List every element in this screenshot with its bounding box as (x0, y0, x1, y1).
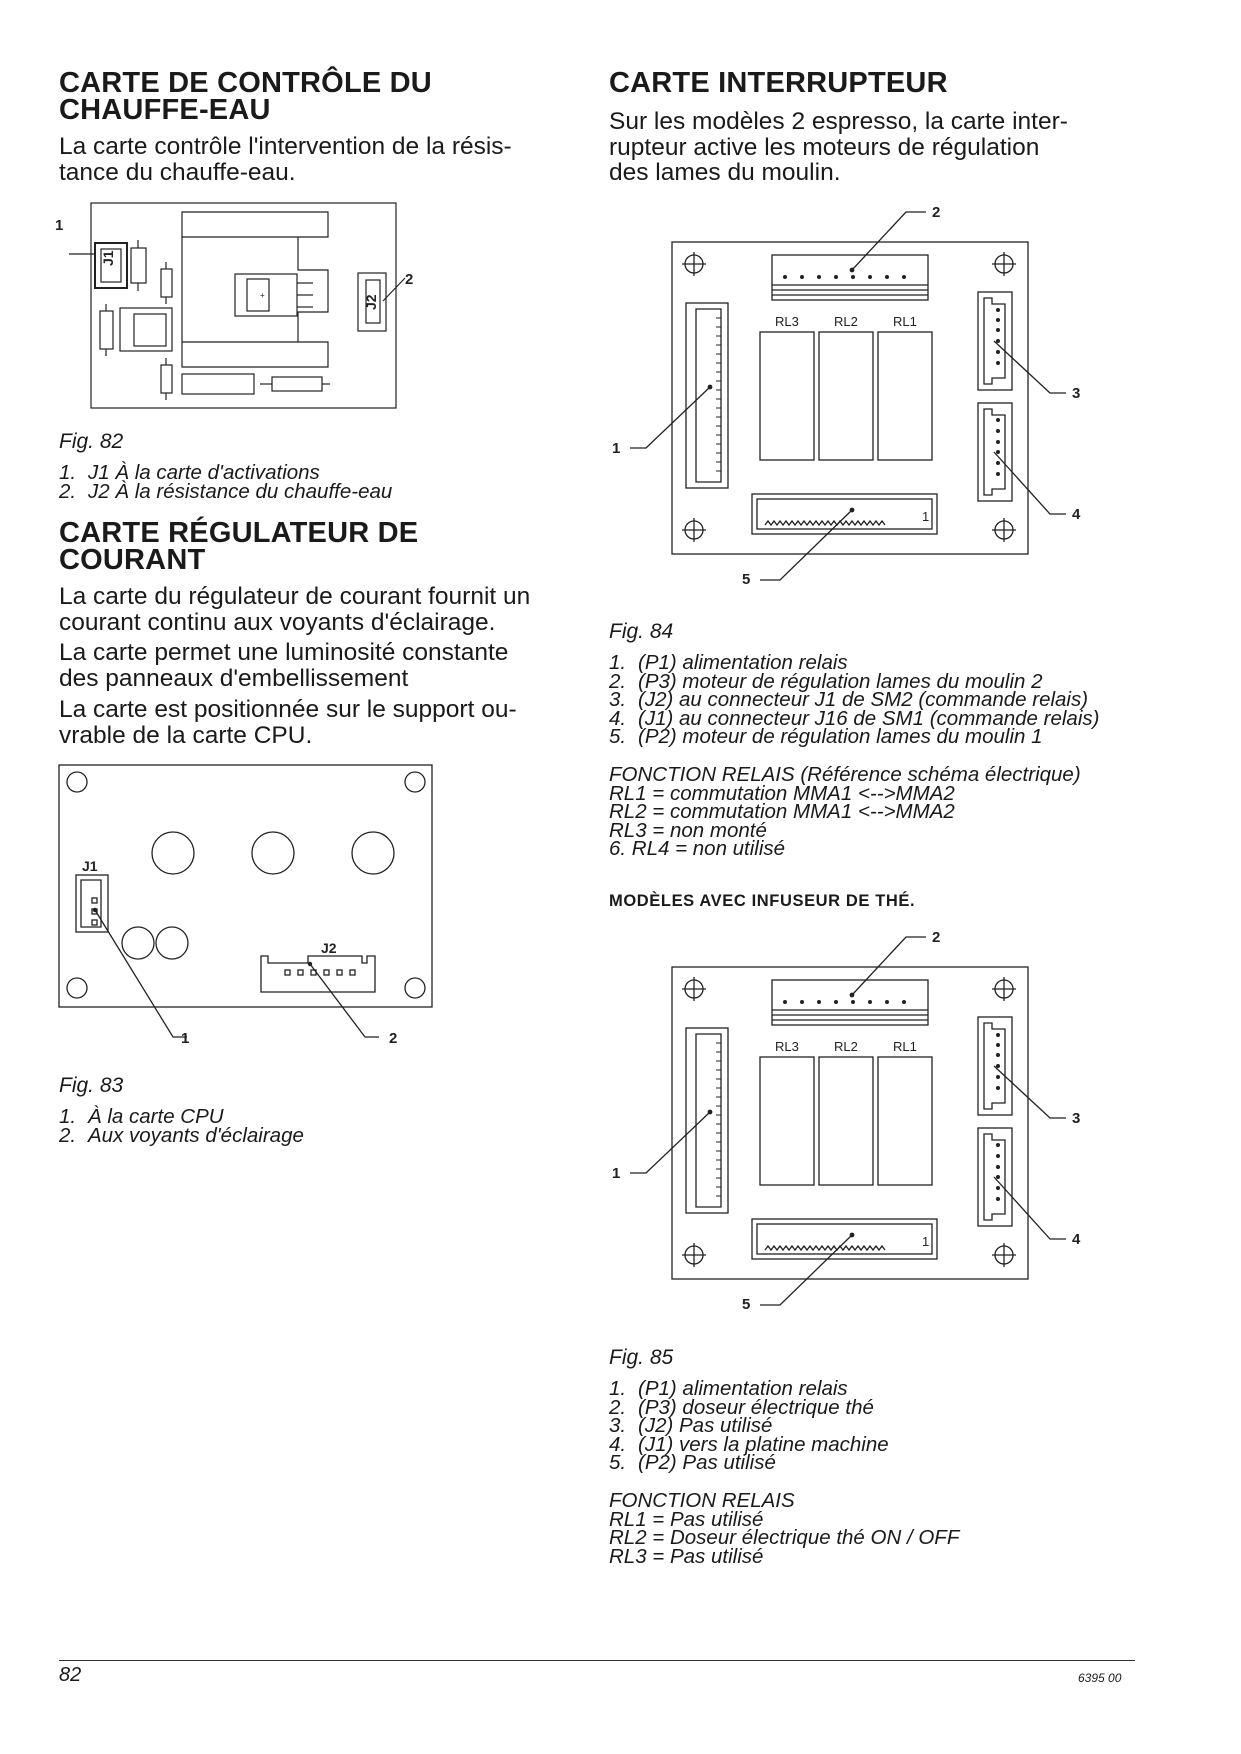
figure-caption: Fig. 85 (609, 1346, 674, 1369)
callout-2: 2 (932, 204, 941, 221)
tea-infuser-switch-board-diagram (600, 925, 1110, 1335)
section-text: La carte du régulateur de courant fournit un courant continu aux voyants d'éclairage. (59, 583, 531, 636)
text-line: tance du chauffe-eau. (59, 158, 296, 186)
callout-2: 2 (389, 1030, 398, 1047)
figure-legend-list (609, 1377, 889, 1474)
relay-function-list (609, 1489, 960, 1568)
list-item: 1. (P1) alimentation relais (609, 1377, 848, 1400)
section-text: La carte permet une luminosité constante des panneaux d'embellissement (59, 639, 509, 692)
section-text (59, 134, 512, 185)
subsection-title-tea-infuser: MODÈLES AVEC INFUSEUR DE THÉ. (609, 892, 916, 910)
list-item: 1. (P1) alimentation relais (609, 651, 848, 674)
figure-caption: Fig. 83 (59, 1074, 124, 1097)
callout-2: 2 (405, 271, 414, 288)
list-item: RL2 = commutation MMA1 <-->MMA2 (609, 800, 955, 823)
callout-5: 5 (742, 571, 751, 588)
callout-1: 1 (55, 217, 64, 234)
list-item: 4. (J1) vers la platine machine (609, 1432, 889, 1456)
current-regulator-board-diagram (55, 760, 455, 1050)
list-item: RL3 = non monté (609, 818, 767, 842)
relay-label-rl1: RL1 (893, 1039, 917, 1054)
figure-legend-list (609, 651, 1100, 748)
text-line: La carte contrôle l'intervention de la résis- (59, 133, 512, 160)
figure-legend-list (59, 461, 393, 503)
section-title-current-regulator-board (59, 517, 419, 576)
connector-j1-label: J1 (82, 858, 98, 874)
relay-function-list (609, 763, 1081, 860)
figure-legend-list (59, 1105, 304, 1147)
water-heater-board-diagram (55, 200, 415, 410)
callout-1: 1 (612, 1165, 621, 1182)
list-item: 5. (P2) Pas utilisé (609, 1451, 776, 1474)
callout-1: 1 (612, 440, 621, 457)
list-item: 2. Aux voyants d'éclairage (59, 1123, 304, 1147)
figure-caption: Fig. 84 (609, 620, 674, 643)
pin-1-label: 1 (922, 1234, 930, 1249)
relay-label-rl3: RL3 (775, 314, 799, 329)
list-item: 2. J2 À la résistance du chauffe-eau (59, 479, 393, 503)
list-item: 3. (J2) au connecteur J1 de SM2 (commande relais) (609, 688, 1089, 711)
section-text: Sur les modèles 2 espresso, la carte inter- rupteur active les moteurs de régulation des lames du moulin. (609, 108, 1068, 186)
relay-function-title: FONCTION RELAIS (Référence schéma électrique) (609, 763, 1081, 786)
figure-caption: Fig. 82 (59, 430, 124, 453)
list-item: 5. (P2) moteur de régulation lames du moulin 1 (609, 725, 1043, 748)
callout-3: 3 (1072, 1110, 1081, 1127)
list-item: 6. RL4 = non utilisé (609, 837, 786, 860)
title-line: COURANT (59, 544, 206, 576)
title-line: CARTE DE CONTRÔLE DU (59, 67, 432, 99)
footer-divider (59, 1660, 1135, 1661)
board-outline (91, 203, 396, 408)
section-text: La carte est positionnée sur le support ou- vrable de la carte CPU. (59, 696, 517, 749)
document-code: 6395 00 (1078, 1671, 1122, 1685)
connector-j1-label: J1 (100, 250, 116, 266)
board-outline (672, 967, 1028, 1279)
title-line: CARTE RÉGULATEUR DE (59, 517, 419, 549)
list-item: RL1 = commutation MMA1 <-->MMA2 (609, 781, 955, 805)
connector-pins (716, 318, 721, 471)
relay-function-title: FONCTION RELAIS (609, 1489, 795, 1512)
connector-j2-label: J2 (321, 940, 337, 956)
callout-1: 1 (181, 1030, 190, 1047)
pin-1-label: 1 (922, 509, 930, 524)
list-item: 3. (J2) Pas utilisé (609, 1414, 773, 1437)
list-item: 4. (J1) au connecteur J16 de SM1 (commande relais) (609, 706, 1100, 730)
callout-2: 2 (932, 929, 941, 946)
section-title-water-heater-board (59, 67, 432, 126)
page-number: 82 (59, 1664, 82, 1686)
callout-5: 5 (742, 1296, 751, 1313)
relay-label-rl1: RL1 (893, 314, 917, 329)
list-item: 2. (P3) doseur électrique thé (609, 1395, 874, 1419)
list-item: 1. À la carte CPU (59, 1105, 224, 1128)
board-outline (672, 242, 1028, 554)
section-title-switch-board: CARTE INTERRUPTEUR (609, 67, 948, 99)
svg-text:+: + (260, 291, 265, 300)
callout-3: 3 (1072, 385, 1081, 402)
relay-label-rl2: RL2 (834, 1039, 858, 1054)
list-item: 2. (P3) moteur de régulation lames du moulin 2 (609, 669, 1043, 693)
switch-board-diagram (600, 200, 1110, 610)
list-item: RL2 = Doseur électrique thé ON / OFF (609, 1526, 960, 1549)
list-item: RL3 = Pas utilisé (609, 1544, 764, 1568)
connector-j2-label: J2 (363, 294, 379, 310)
list-item: 1. J1 À la carte d'activations (59, 461, 320, 484)
callout-4: 4 (1072, 1231, 1081, 1248)
relay-label-rl2: RL2 (834, 314, 858, 329)
connector-pins (716, 1043, 721, 1196)
callout-4: 4 (1072, 506, 1081, 523)
relay-label-rl3: RL3 (775, 1039, 799, 1054)
title-line: CHAUFFE-EAU (59, 94, 271, 126)
list-item: RL1 = Pas utilisé (609, 1507, 764, 1531)
board-outline (59, 765, 432, 1007)
